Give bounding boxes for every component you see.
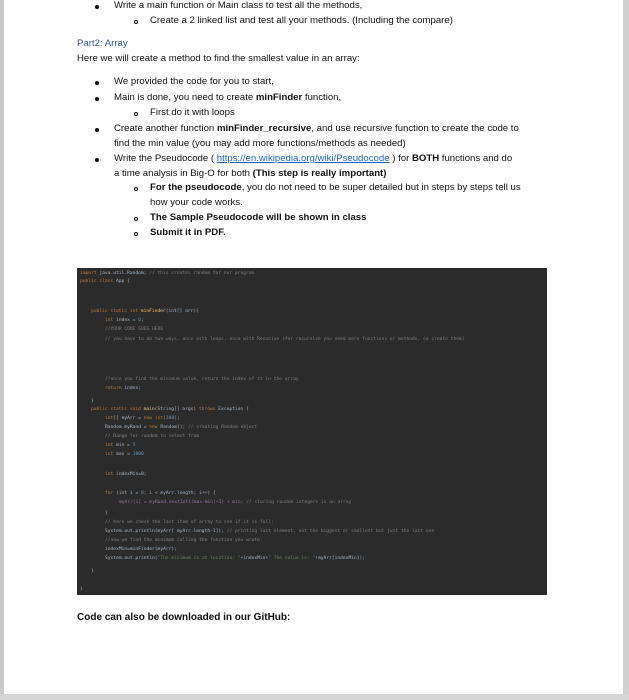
bullet-pseudocode: [114, 153, 512, 165]
sub-bullet-linked-list: Create a 2 linked list and test all your methods. (Including the compare): [150, 15, 453, 26]
code-text: (int i =: [113, 491, 141, 496]
code-line-index-min: [105, 472, 147, 478]
text-segment: Create another function: [114, 123, 217, 134]
code-keyword: int: [105, 318, 114, 323]
code-text: min =: [113, 443, 133, 448]
code-text: App {: [113, 279, 130, 284]
bold-segment: For the pseudocode: [150, 182, 242, 193]
code-keyword: new: [143, 416, 153, 421]
code-text: [] myArr =: [113, 416, 144, 421]
code-line-comment: // you have to do two ways, once with loops, once with Recusive (for recursive you need more functions or methods, so create them): [105, 337, 465, 342]
pseudocode-link[interactable]: https://en.wikipedia.org/wiki/Pseudocode: [216, 153, 390, 164]
code-text: indexMin=0;: [113, 472, 147, 477]
code-line-brace: }: [105, 511, 108, 516]
code-keyword: int: [152, 416, 164, 421]
sub-bullet-loops: First do it with loops: [150, 107, 235, 118]
code-text: +myArr[indexMin]);: [315, 556, 366, 561]
sub-bullet-circle: [134, 232, 138, 236]
code-keyword: for: [105, 491, 114, 496]
sub-bullet-submit: Submit it in PDF.: [150, 227, 226, 238]
bold-segment: minFinder_recursive: [216, 123, 312, 134]
code-line-comment: //now we find the minimum calling the function you wrote:: [105, 538, 263, 543]
code-number: 1000: [132, 452, 144, 457]
github-footer: Code can also be downloaded in our GitHub:: [77, 612, 291, 623]
code-comment: // this creates random for our program: [149, 271, 255, 276]
bullet-recursive-line2: find the min value (you may add more functions/methods as needed): [114, 138, 406, 149]
bold-segment: minFinder: [255, 92, 303, 103]
code-line-print-min: [105, 556, 365, 562]
bullet-recursive: [114, 123, 519, 135]
code-keyword: public static int: [91, 309, 139, 314]
code-comment: // storing random integers in an array: [246, 500, 352, 505]
code-line-import: [80, 271, 254, 277]
code-number: 0: [140, 491, 144, 496]
code-function: minFinder: [138, 309, 166, 314]
bold-segment: (This step is really important): [252, 168, 387, 179]
bullet-main-method: Write a main function or Main class to test all the methods,: [114, 0, 363, 11]
code-line-index: [105, 318, 144, 324]
bullet-dot: [95, 158, 99, 162]
sub-bullet-circle: [134, 20, 138, 24]
code-line-method-signature: [91, 309, 199, 315]
code-keyword: return: [105, 386, 122, 391]
sub-bullet-circle: [134, 217, 138, 221]
code-text: Exception {: [215, 407, 249, 412]
code-line-class: [80, 279, 130, 285]
code-line-random: [105, 425, 257, 431]
code-string: " The value is: ": [268, 556, 316, 561]
code-text: ; i < myArr.length; i++) {: [143, 491, 216, 496]
code-screenshot: [77, 268, 547, 595]
code-keyword: int: [105, 443, 114, 448]
code-line-main: [91, 407, 249, 413]
code-text: Random myRand =: [105, 425, 150, 430]
code-keyword: public class: [80, 279, 114, 284]
bullet-provided-code: We provided the code for you to start,: [114, 76, 274, 87]
code-comment: // creating Random object: [188, 425, 258, 430]
code-text: (int[] arr){: [165, 309, 199, 314]
sub-bullet-pseudo-detail: [150, 182, 521, 194]
code-text: System.out.println(myArr[ myArr.length-1]);: [105, 529, 227, 534]
code-line-comment: //once you find the minimum value, return the index of it in the array: [105, 377, 299, 382]
code-line-brace: }: [80, 587, 83, 592]
text-segment: , and use recursive function to create the code to: [311, 123, 519, 134]
code-line-comment: // here we check the last item of array to see if it is full:: [105, 520, 274, 525]
code-function: main: [140, 407, 155, 412]
code-text: ;: [176, 416, 180, 421]
part2-description: Here we will create a method to find the smallest value in an array:: [77, 53, 360, 64]
sub-bullet-circle: [134, 187, 138, 191]
code-text: System.out.println(: [105, 556, 158, 561]
bullet-dot: [95, 97, 99, 101]
code-keyword: public static void: [91, 407, 141, 412]
code-text: Random();: [157, 425, 189, 430]
code-keyword: int: [105, 472, 114, 477]
code-line-comment: // Range for random to select from: [105, 434, 200, 439]
sub-bullet-circle: [134, 112, 138, 116]
code-line-for: [105, 491, 216, 497]
code-keyword: new: [149, 425, 158, 430]
code-text: index =: [113, 318, 139, 323]
bullet-dot: [95, 81, 99, 85]
code-comment: // printing last element, not the biggest or smallest but just the last one: [226, 529, 435, 534]
code-keyword: import: [80, 271, 97, 276]
bold-segment: BOTH: [411, 153, 440, 164]
bullet-dot: [95, 5, 99, 9]
text-segment: Write the Pseudocode (: [114, 153, 217, 164]
part2-heading: Part2: Array: [77, 38, 128, 49]
code-line-max: [105, 452, 144, 458]
text-segment: functions and do: [439, 153, 513, 164]
code-line-assign: [119, 500, 351, 506]
code-keyword: int: [105, 452, 114, 457]
code-text: max =: [113, 452, 133, 457]
code-line-call: indexMin=minFinder(myArr);: [105, 547, 177, 552]
code-string: "The minimum is at location: ": [157, 556, 241, 561]
code-number: 5: [132, 443, 136, 448]
code-line-min: [105, 443, 135, 449]
code-text: index;: [121, 386, 141, 391]
text-segment: Main is done, you need to create: [114, 92, 256, 103]
code-line-comment: //YOUR CODE GOES HERE: [105, 327, 164, 332]
code-text: +indexMin+: [240, 556, 269, 561]
code-line-print-last: [105, 529, 434, 535]
code-text: ;: [141, 318, 144, 323]
code-text: java.util.Random;: [96, 271, 150, 276]
code-line-brace: }: [91, 399, 94, 404]
code-keyword: throws: [198, 407, 216, 412]
code-text: (String[] args): [154, 407, 199, 412]
code-keyword: int: [105, 416, 114, 421]
text-segment: a time analysis in Big-O for both: [114, 168, 253, 179]
code-line-array: [105, 416, 180, 422]
bullet-pseudocode-line2: [114, 168, 386, 180]
bullet-main-done: [114, 92, 341, 104]
code-line-brace: }: [91, 569, 94, 574]
text-segment: , you do not need to be super detailed but in steps by steps tell us: [241, 182, 521, 193]
sub-bullet-sample: The Sample Pseudocode will be shown in class: [150, 212, 367, 223]
text-segment: ) for: [389, 153, 412, 164]
code-text: myArr[i] = myRand.nextInt((max-min)+1) + min;: [119, 500, 247, 505]
code-number: 0: [138, 318, 141, 323]
code-number: [100]: [163, 416, 177, 421]
sub-bullet-pseudo-detail-line2: how your code works.: [150, 197, 243, 208]
code-line-return: [105, 386, 141, 392]
bullet-dot: [95, 128, 99, 132]
text-segment: function,: [302, 92, 342, 103]
